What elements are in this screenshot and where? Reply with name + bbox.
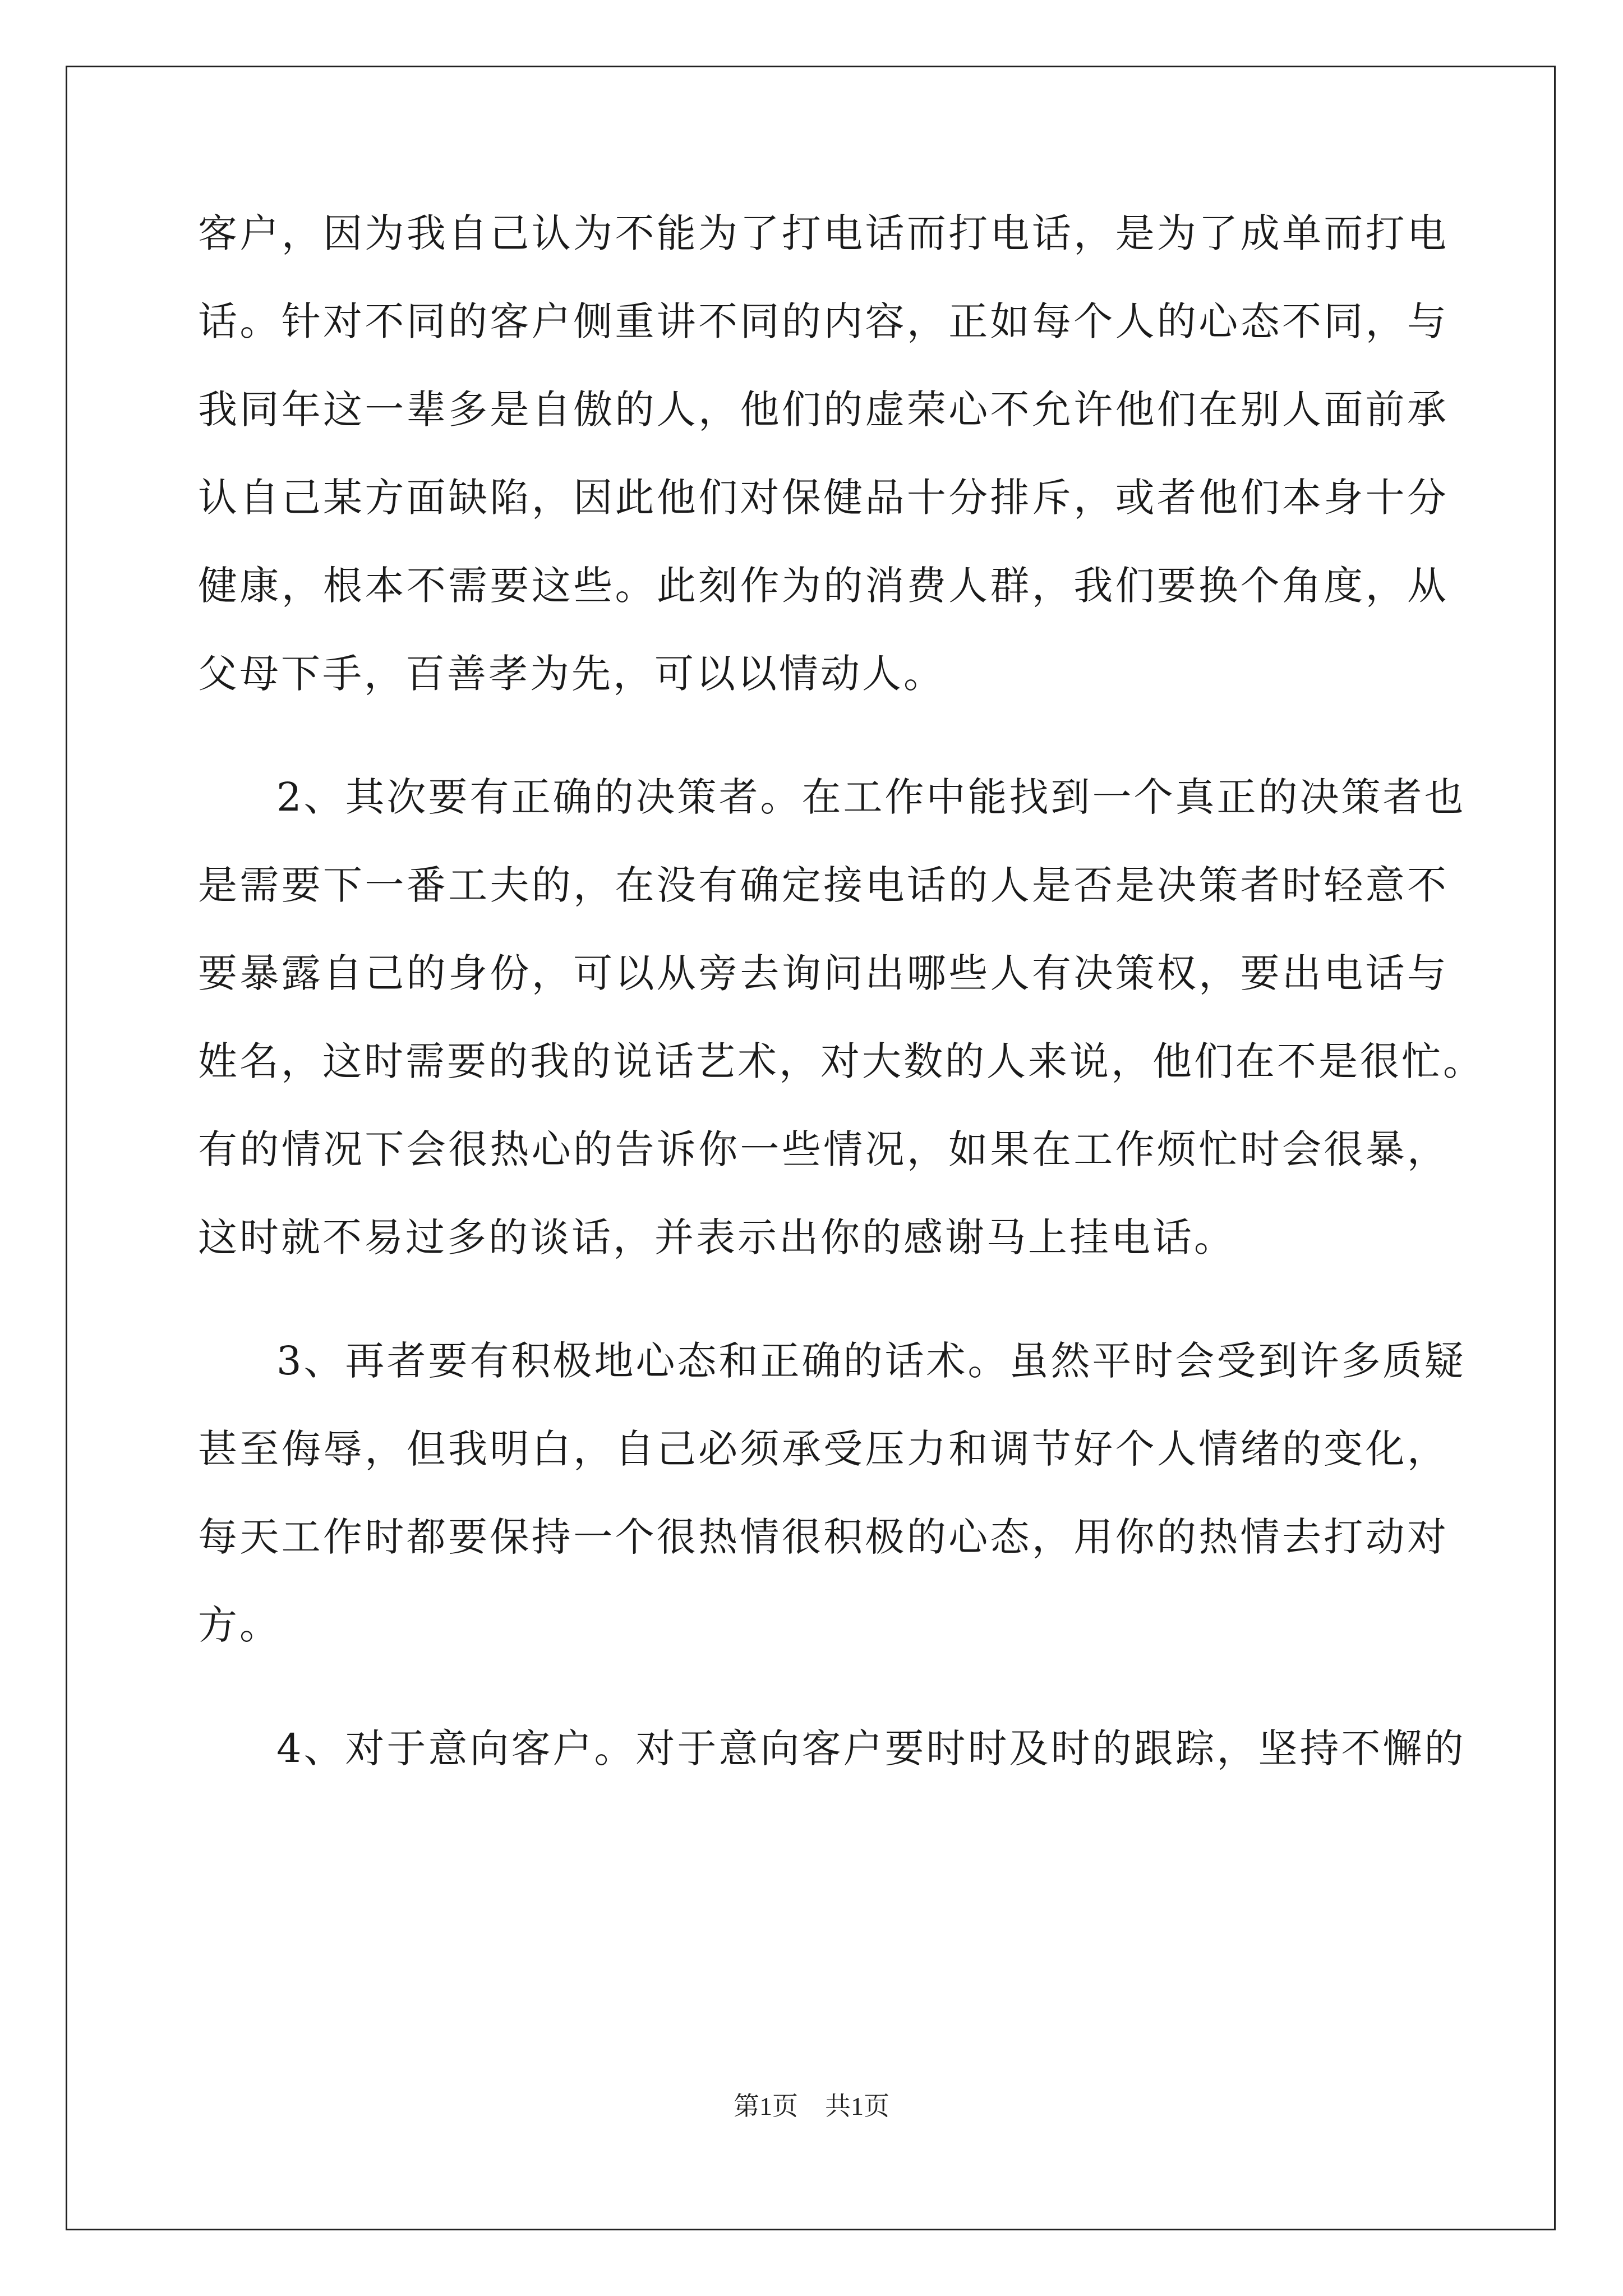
text-line: 有的情况下会很热心的告诉你一些情况，如果在工作烦忙时会很暴， <box>198 1126 1449 1172</box>
text-line: 4、对于意向客户。对于意向客户要时时及时的跟踪，坚持不懈的 <box>276 1726 1466 1772</box>
page-number-current: 第1页 <box>734 2092 798 2120</box>
text-line: 3、再者要有积极地心态和正确的话术。虽然平时会受到许多质疑 <box>276 1338 1466 1384</box>
page-number-total: 共1页 <box>825 2092 889 2120</box>
text-line: 姓名，这时需要的我的说话艺术，对大数的人来说，他们在不是很忙。 <box>198 1038 1484 1084</box>
paragraph-gap <box>198 718 1449 753</box>
text-line: 2、其次要有正确的决策者。在工作中能找到一个真正的决策者也 <box>276 774 1466 820</box>
text-line: 话。针对不同的客户侧重讲不同的内容，正如每个人的心态不同，与 <box>198 298 1449 344</box>
text-line: 是需要下一番工夫的，在没有确定接电话的人是否是决策者时轻意不 <box>198 862 1449 908</box>
text-line: 我同年这一辈多是自傲的人，他们的虚荣心不允许他们在别人面前承 <box>198 386 1449 432</box>
document-body <box>198 190 1484 1793</box>
text-line: 父母下手，百善孝为先，可以以情动人。 <box>198 651 945 697</box>
text-line: 客户，因为我自己认为不能为了打电话而打电话，是为了成单而打电 <box>198 210 1449 256</box>
text-line: 要暴露自己的身份，可以从旁去询问出哪些人有决策权，要出电话与 <box>198 950 1449 996</box>
text-line: 方。 <box>198 1602 281 1648</box>
text-line: 每天工作时都要保持一个很热情很积极的心态，用你的热情去打动对 <box>198 1514 1449 1560</box>
paragraph-gap <box>198 1669 1449 1705</box>
text-line: 甚至侮辱，但我明白，自己必须承受压力和调节好个人情绪的变化， <box>198 1426 1449 1472</box>
text-line: 这时就不易过多的谈话，并表示出你的感谢马上挂电话。 <box>198 1214 1235 1260</box>
page-footer <box>0 2090 1623 2123</box>
text-line: 认自己某方面缺陷，因此他们对保健品十分排斥，或者他们本身十分 <box>198 475 1449 521</box>
text-line: 健康，根本不需要这些。此刻作为的消费人群，我们要换个角度，从 <box>198 563 1449 609</box>
paragraph-gap <box>198 1282 1449 1317</box>
